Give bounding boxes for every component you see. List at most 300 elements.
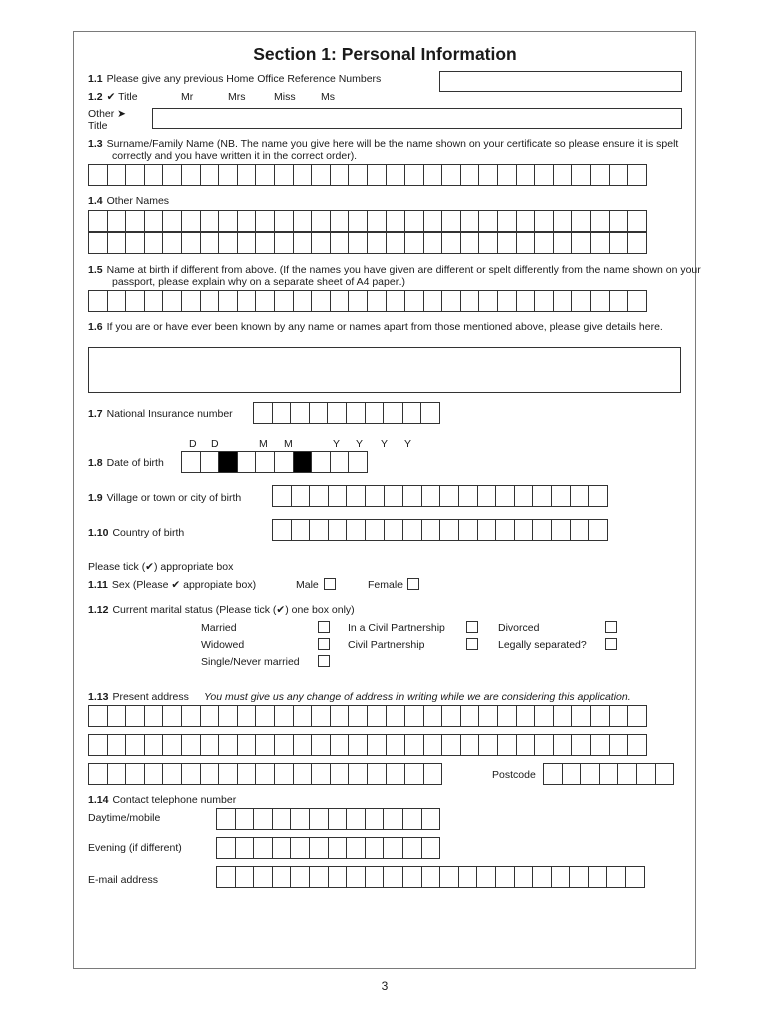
grid-cell[interactable]: [439, 485, 459, 507]
grid-cell[interactable]: [458, 866, 478, 888]
grid-cell[interactable]: [627, 164, 647, 186]
grid-cell[interactable]: [497, 210, 517, 232]
grid-cell[interactable]: [330, 290, 350, 312]
grid-cell[interactable]: [460, 705, 480, 727]
grid-cell[interactable]: [218, 232, 238, 254]
grid-cell[interactable]: [402, 402, 422, 424]
grid-cell[interactable]: [274, 734, 294, 756]
grid-cell[interactable]: [88, 763, 108, 785]
grid-cell[interactable]: [328, 837, 348, 859]
grid-cell[interactable]: [590, 210, 610, 232]
grid-cell[interactable]: [609, 705, 629, 727]
grid-cell[interactable]: [200, 210, 220, 232]
grid-cell[interactable]: [181, 734, 201, 756]
grid-cell[interactable]: [218, 763, 238, 785]
grid-cell[interactable]: [88, 734, 108, 756]
grid-cell[interactable]: [404, 705, 424, 727]
grid-cell[interactable]: [460, 232, 480, 254]
grid-cell[interactable]: [571, 734, 591, 756]
grid-cell[interactable]: [181, 451, 201, 473]
grid-cell[interactable]: [421, 485, 441, 507]
grid-cell[interactable]: [365, 866, 385, 888]
grid-cell[interactable]: [274, 232, 294, 254]
grid-cell[interactable]: [386, 164, 406, 186]
grid-cell[interactable]: [627, 210, 647, 232]
grid-cell[interactable]: [293, 164, 313, 186]
grid-cell[interactable]: [386, 232, 406, 254]
grid-cell[interactable]: [200, 232, 220, 254]
grid-cell[interactable]: [383, 866, 403, 888]
grid-cell[interactable]: [365, 837, 385, 859]
grid-cell[interactable]: [218, 290, 238, 312]
grid-cell[interactable]: [181, 705, 201, 727]
grid-cell[interactable]: [330, 451, 350, 473]
grid-cell[interactable]: [272, 402, 292, 424]
grid-cell[interactable]: [588, 519, 608, 541]
grid-cell[interactable]: [516, 290, 536, 312]
grid-cell[interactable]: [107, 763, 127, 785]
grid-cell[interactable]: [516, 210, 536, 232]
grid-cell[interactable]: [237, 164, 257, 186]
grid-cell[interactable]: [534, 210, 554, 232]
grid-cell[interactable]: [571, 232, 591, 254]
grid-cell[interactable]: [423, 232, 443, 254]
grid-cell[interactable]: [562, 763, 582, 785]
grid-cell[interactable]: [402, 519, 422, 541]
grid-cell[interactable]: [441, 705, 461, 727]
marital-married-checkbox[interactable]: [318, 621, 330, 633]
grid-cell[interactable]: [237, 290, 257, 312]
other-names-details-input[interactable]: [88, 347, 681, 393]
grid-cell[interactable]: [200, 705, 220, 727]
grid-cell[interactable]: [367, 734, 387, 756]
grid-cell[interactable]: [181, 232, 201, 254]
grid-cell[interactable]: [181, 164, 201, 186]
grid-cell[interactable]: [458, 519, 478, 541]
grid-cell[interactable]: [330, 763, 350, 785]
grid-cell[interactable]: [290, 808, 310, 830]
grid-cell[interactable]: [477, 519, 497, 541]
grid-cell[interactable]: [348, 451, 368, 473]
grid-cell[interactable]: [617, 763, 637, 785]
grid-cell[interactable]: [328, 808, 348, 830]
grid-cell[interactable]: [421, 808, 441, 830]
grid-cell[interactable]: [588, 866, 608, 888]
grid-cell[interactable]: [609, 734, 629, 756]
grid-cell[interactable]: [253, 837, 273, 859]
grid-cell[interactable]: [458, 485, 478, 507]
grid-cell[interactable]: [439, 866, 459, 888]
grid-cell[interactable]: [235, 808, 255, 830]
grid-cell[interactable]: [423, 734, 443, 756]
grid-cell[interactable]: [590, 232, 610, 254]
country-of-birth-grid[interactable]: [272, 519, 608, 541]
grid-cell[interactable]: [274, 451, 294, 473]
grid-cell[interactable]: [216, 866, 236, 888]
sex-female-checkbox[interactable]: [407, 578, 419, 590]
grid-cell[interactable]: [290, 866, 310, 888]
grid-cell[interactable]: [404, 164, 424, 186]
grid-cell[interactable]: [330, 210, 350, 232]
grid-cell[interactable]: [478, 232, 498, 254]
grid-cell[interactable]: [330, 734, 350, 756]
title-option-miss[interactable]: Miss: [274, 91, 296, 103]
dob-grid[interactable]: [181, 451, 368, 473]
grid-cell[interactable]: [311, 763, 331, 785]
grid-cell[interactable]: [404, 290, 424, 312]
grid-cell[interactable]: [402, 837, 422, 859]
grid-cell[interactable]: [88, 290, 108, 312]
grid-cell[interactable]: [404, 734, 424, 756]
grid-cell[interactable]: [348, 705, 368, 727]
grid-cell[interactable]: [272, 866, 292, 888]
grid-cell[interactable]: [311, 734, 331, 756]
grid-cell[interactable]: [386, 290, 406, 312]
grid-cell[interactable]: [543, 763, 563, 785]
grid-cell[interactable]: [460, 164, 480, 186]
grid-cell[interactable]: [495, 485, 515, 507]
grid-cell[interactable]: [553, 290, 573, 312]
grid-cell[interactable]: [636, 763, 656, 785]
grid-cell[interactable]: [367, 705, 387, 727]
grid-cell[interactable]: [532, 485, 552, 507]
grid-cell[interactable]: [441, 290, 461, 312]
grid-cell[interactable]: [144, 290, 164, 312]
grid-cell[interactable]: [162, 734, 182, 756]
grid-cell[interactable]: [571, 705, 591, 727]
title-option-mr[interactable]: Mr: [181, 91, 194, 103]
grid-cell[interactable]: [609, 164, 629, 186]
grid-cell[interactable]: [367, 763, 387, 785]
grid-cell[interactable]: [309, 866, 329, 888]
grid-cell[interactable]: [627, 734, 647, 756]
daytime-phone-grid[interactable]: [216, 808, 440, 830]
grid-cell[interactable]: [365, 808, 385, 830]
grid-cell[interactable]: [423, 210, 443, 232]
grid-cell[interactable]: [216, 808, 236, 830]
ni-number-grid[interactable]: [253, 402, 440, 424]
grid-cell[interactable]: [309, 808, 329, 830]
grid-cell[interactable]: [497, 734, 517, 756]
grid-cell[interactable]: [627, 290, 647, 312]
grid-cell[interactable]: [534, 290, 554, 312]
grid-cell[interactable]: [162, 290, 182, 312]
grid-cell[interactable]: [330, 164, 350, 186]
grid-cell[interactable]: [253, 808, 273, 830]
grid-cell[interactable]: [125, 290, 145, 312]
grid-cell[interactable]: [569, 866, 589, 888]
grid-cell[interactable]: [423, 164, 443, 186]
grid-cell[interactable]: [439, 519, 459, 541]
grid-cell[interactable]: [553, 164, 573, 186]
grid-cell[interactable]: [237, 232, 257, 254]
home-office-ref-input[interactable]: [439, 71, 682, 92]
other-names-grid-row2[interactable]: [88, 232, 647, 254]
grid-cell[interactable]: [348, 210, 368, 232]
grid-cell[interactable]: [144, 210, 164, 232]
grid-cell[interactable]: [551, 519, 571, 541]
grid-cell[interactable]: [441, 164, 461, 186]
title-option-mrs[interactable]: Mrs: [228, 91, 246, 103]
name-at-birth-grid[interactable]: [88, 290, 647, 312]
grid-cell[interactable]: [420, 402, 440, 424]
grid-cell[interactable]: [346, 519, 366, 541]
grid-cell[interactable]: [255, 734, 275, 756]
grid-cell[interactable]: [272, 485, 292, 507]
grid-cell[interactable]: [348, 763, 368, 785]
grid-cell[interactable]: [580, 763, 600, 785]
grid-cell[interactable]: [655, 763, 675, 785]
grid-cell[interactable]: [274, 763, 294, 785]
grid-cell[interactable]: [441, 210, 461, 232]
grid-cell[interactable]: [144, 164, 164, 186]
grid-cell[interactable]: [255, 290, 275, 312]
grid-cell[interactable]: [478, 705, 498, 727]
grid-cell[interactable]: [516, 164, 536, 186]
grid-cell[interactable]: [274, 164, 294, 186]
grid-cell[interactable]: [553, 734, 573, 756]
grid-cell[interactable]: [162, 232, 182, 254]
grid-cell[interactable]: [534, 705, 554, 727]
grid-cell[interactable]: [291, 485, 311, 507]
grid-cell[interactable]: [348, 232, 368, 254]
title-option-ms[interactable]: Ms: [321, 91, 335, 103]
grid-cell[interactable]: [609, 232, 629, 254]
grid-cell[interactable]: [386, 210, 406, 232]
email-grid[interactable]: [216, 866, 645, 888]
grid-cell[interactable]: [348, 164, 368, 186]
grid-cell[interactable]: [293, 763, 313, 785]
grid-cell[interactable]: [107, 210, 127, 232]
grid-cell[interactable]: [553, 232, 573, 254]
grid-cell[interactable]: [534, 734, 554, 756]
grid-cell[interactable]: [478, 290, 498, 312]
postcode-grid[interactable]: [543, 763, 674, 785]
grid-cell[interactable]: [460, 210, 480, 232]
grid-cell[interactable]: [588, 485, 608, 507]
grid-cell[interactable]: [421, 866, 441, 888]
grid-cell[interactable]: [532, 866, 552, 888]
grid-cell[interactable]: [625, 866, 645, 888]
grid-cell[interactable]: [516, 705, 536, 727]
grid-cell[interactable]: [384, 519, 404, 541]
grid-cell[interactable]: [125, 232, 145, 254]
grid-cell[interactable]: [272, 808, 292, 830]
grid-cell[interactable]: [253, 402, 273, 424]
grid-cell[interactable]: [88, 210, 108, 232]
grid-cell[interactable]: [495, 866, 515, 888]
grid-cell[interactable]: [125, 210, 145, 232]
grid-cell[interactable]: [272, 837, 292, 859]
grid-cell[interactable]: [162, 705, 182, 727]
grid-cell[interactable]: [402, 808, 422, 830]
grid-cell[interactable]: [255, 451, 275, 473]
grid-cell[interactable]: [274, 290, 294, 312]
grid-cell[interactable]: [346, 837, 366, 859]
grid-cell[interactable]: [497, 164, 517, 186]
grid-cell[interactable]: [237, 734, 257, 756]
grid-cell[interactable]: [365, 519, 385, 541]
grid-cell[interactable]: [348, 290, 368, 312]
grid-cell[interactable]: [423, 763, 443, 785]
grid-cell[interactable]: [200, 290, 220, 312]
grid-cell[interactable]: [330, 232, 350, 254]
grid-cell[interactable]: [402, 866, 422, 888]
grid-cell[interactable]: [309, 519, 329, 541]
grid-cell[interactable]: [144, 232, 164, 254]
grid-cell[interactable]: [609, 290, 629, 312]
grid-cell[interactable]: [309, 485, 329, 507]
grid-cell[interactable]: [274, 705, 294, 727]
grid-cell[interactable]: [441, 232, 461, 254]
grid-cell[interactable]: [516, 232, 536, 254]
marital-widowed-checkbox[interactable]: [318, 638, 330, 650]
grid-cell[interactable]: [421, 519, 441, 541]
grid-cell[interactable]: [514, 866, 534, 888]
grid-cell[interactable]: [367, 290, 387, 312]
grid-cell[interactable]: [404, 232, 424, 254]
grid-cell[interactable]: [253, 866, 273, 888]
grid-cell[interactable]: [181, 763, 201, 785]
grid-cell[interactable]: [293, 290, 313, 312]
grid-cell[interactable]: [311, 210, 331, 232]
grid-cell[interactable]: [162, 164, 182, 186]
sex-male-checkbox[interactable]: [324, 578, 336, 590]
grid-cell[interactable]: [514, 519, 534, 541]
grid-cell[interactable]: [144, 705, 164, 727]
grid-cell[interactable]: [309, 402, 329, 424]
grid-cell[interactable]: [367, 232, 387, 254]
grid-cell[interactable]: [200, 451, 220, 473]
grid-cell[interactable]: [346, 485, 366, 507]
grid-cell[interactable]: [218, 164, 238, 186]
marital-single-checkbox[interactable]: [318, 655, 330, 667]
grid-cell[interactable]: [606, 866, 626, 888]
grid-cell[interactable]: [570, 485, 590, 507]
grid-cell[interactable]: [383, 808, 403, 830]
grid-cell[interactable]: [497, 290, 517, 312]
grid-cell[interactable]: [383, 837, 403, 859]
grid-cell[interactable]: [311, 232, 331, 254]
grid-cell[interactable]: [107, 232, 127, 254]
grid-cell[interactable]: [327, 402, 347, 424]
grid-cell[interactable]: [627, 232, 647, 254]
grid-cell[interactable]: [328, 519, 348, 541]
grid-cell[interactable]: [311, 164, 331, 186]
grid-cell[interactable]: [404, 763, 424, 785]
grid-cell[interactable]: [571, 210, 591, 232]
grid-cell[interactable]: [590, 164, 610, 186]
grid-cell[interactable]: [125, 734, 145, 756]
address-grid-row1[interactable]: [88, 705, 647, 727]
grid-cell[interactable]: [478, 210, 498, 232]
grid-cell[interactable]: [311, 451, 331, 473]
grid-cell[interactable]: [516, 734, 536, 756]
grid-cell[interactable]: [386, 734, 406, 756]
grid-cell[interactable]: [421, 837, 441, 859]
marital-civil-partnership-checkbox[interactable]: [466, 638, 478, 650]
grid-cell[interactable]: [309, 837, 329, 859]
grid-cell[interactable]: [590, 734, 610, 756]
grid-cell[interactable]: [88, 232, 108, 254]
grid-cell[interactable]: [255, 164, 275, 186]
town-of-birth-grid[interactable]: [272, 485, 608, 507]
grid-cell[interactable]: [293, 210, 313, 232]
grid-cell[interactable]: [551, 866, 571, 888]
grid-cell[interactable]: [367, 164, 387, 186]
grid-cell[interactable]: [571, 164, 591, 186]
grid-cell[interactable]: [627, 705, 647, 727]
grid-cell[interactable]: [200, 763, 220, 785]
grid-cell[interactable]: [367, 210, 387, 232]
grid-cell[interactable]: [162, 763, 182, 785]
grid-cell[interactable]: [553, 210, 573, 232]
other-title-input[interactable]: [152, 108, 682, 129]
grid-cell[interactable]: [383, 402, 403, 424]
grid-cell[interactable]: [386, 705, 406, 727]
grid-cell[interactable]: [386, 763, 406, 785]
grid-cell[interactable]: [237, 763, 257, 785]
grid-cell[interactable]: [404, 210, 424, 232]
grid-cell[interactable]: [237, 705, 257, 727]
grid-cell[interactable]: [88, 164, 108, 186]
grid-cell[interactable]: [235, 866, 255, 888]
grid-cell[interactable]: [237, 210, 257, 232]
grid-cell[interactable]: [181, 290, 201, 312]
grid-cell[interactable]: [293, 734, 313, 756]
grid-cell[interactable]: [570, 519, 590, 541]
grid-cell[interactable]: [290, 402, 310, 424]
address-grid-row2[interactable]: [88, 734, 647, 756]
grid-cell[interactable]: [200, 164, 220, 186]
grid-cell[interactable]: [423, 290, 443, 312]
grid-cell[interactable]: [293, 705, 313, 727]
grid-cell[interactable]: [218, 210, 238, 232]
grid-cell[interactable]: [107, 290, 127, 312]
grid-cell[interactable]: [255, 705, 275, 727]
evening-phone-grid[interactable]: [216, 837, 440, 859]
grid-cell[interactable]: [290, 837, 310, 859]
grid-cell[interactable]: [125, 763, 145, 785]
grid-cell[interactable]: [497, 705, 517, 727]
grid-cell[interactable]: [291, 519, 311, 541]
grid-cell[interactable]: [218, 705, 238, 727]
grid-cell[interactable]: [441, 734, 461, 756]
grid-cell[interactable]: [532, 519, 552, 541]
other-names-grid-row1[interactable]: [88, 210, 647, 232]
grid-cell[interactable]: [599, 763, 619, 785]
grid-cell[interactable]: [365, 402, 385, 424]
grid-cell[interactable]: [237, 451, 257, 473]
grid-cell[interactable]: [571, 290, 591, 312]
grid-cell[interactable]: [200, 734, 220, 756]
grid-cell[interactable]: [348, 734, 368, 756]
grid-cell[interactable]: [162, 210, 182, 232]
grid-cell[interactable]: [328, 866, 348, 888]
grid-cell[interactable]: [478, 164, 498, 186]
grid-cell[interactable]: [514, 485, 534, 507]
grid-cell[interactable]: [216, 837, 236, 859]
grid-cell[interactable]: [311, 705, 331, 727]
grid-cell[interactable]: [235, 837, 255, 859]
grid-cell[interactable]: [497, 232, 517, 254]
grid-cell[interactable]: [125, 705, 145, 727]
grid-cell[interactable]: [330, 705, 350, 727]
grid-cell[interactable]: [144, 763, 164, 785]
grid-cell[interactable]: [328, 485, 348, 507]
grid-cell[interactable]: [255, 210, 275, 232]
address-grid-row3[interactable]: [88, 763, 442, 785]
